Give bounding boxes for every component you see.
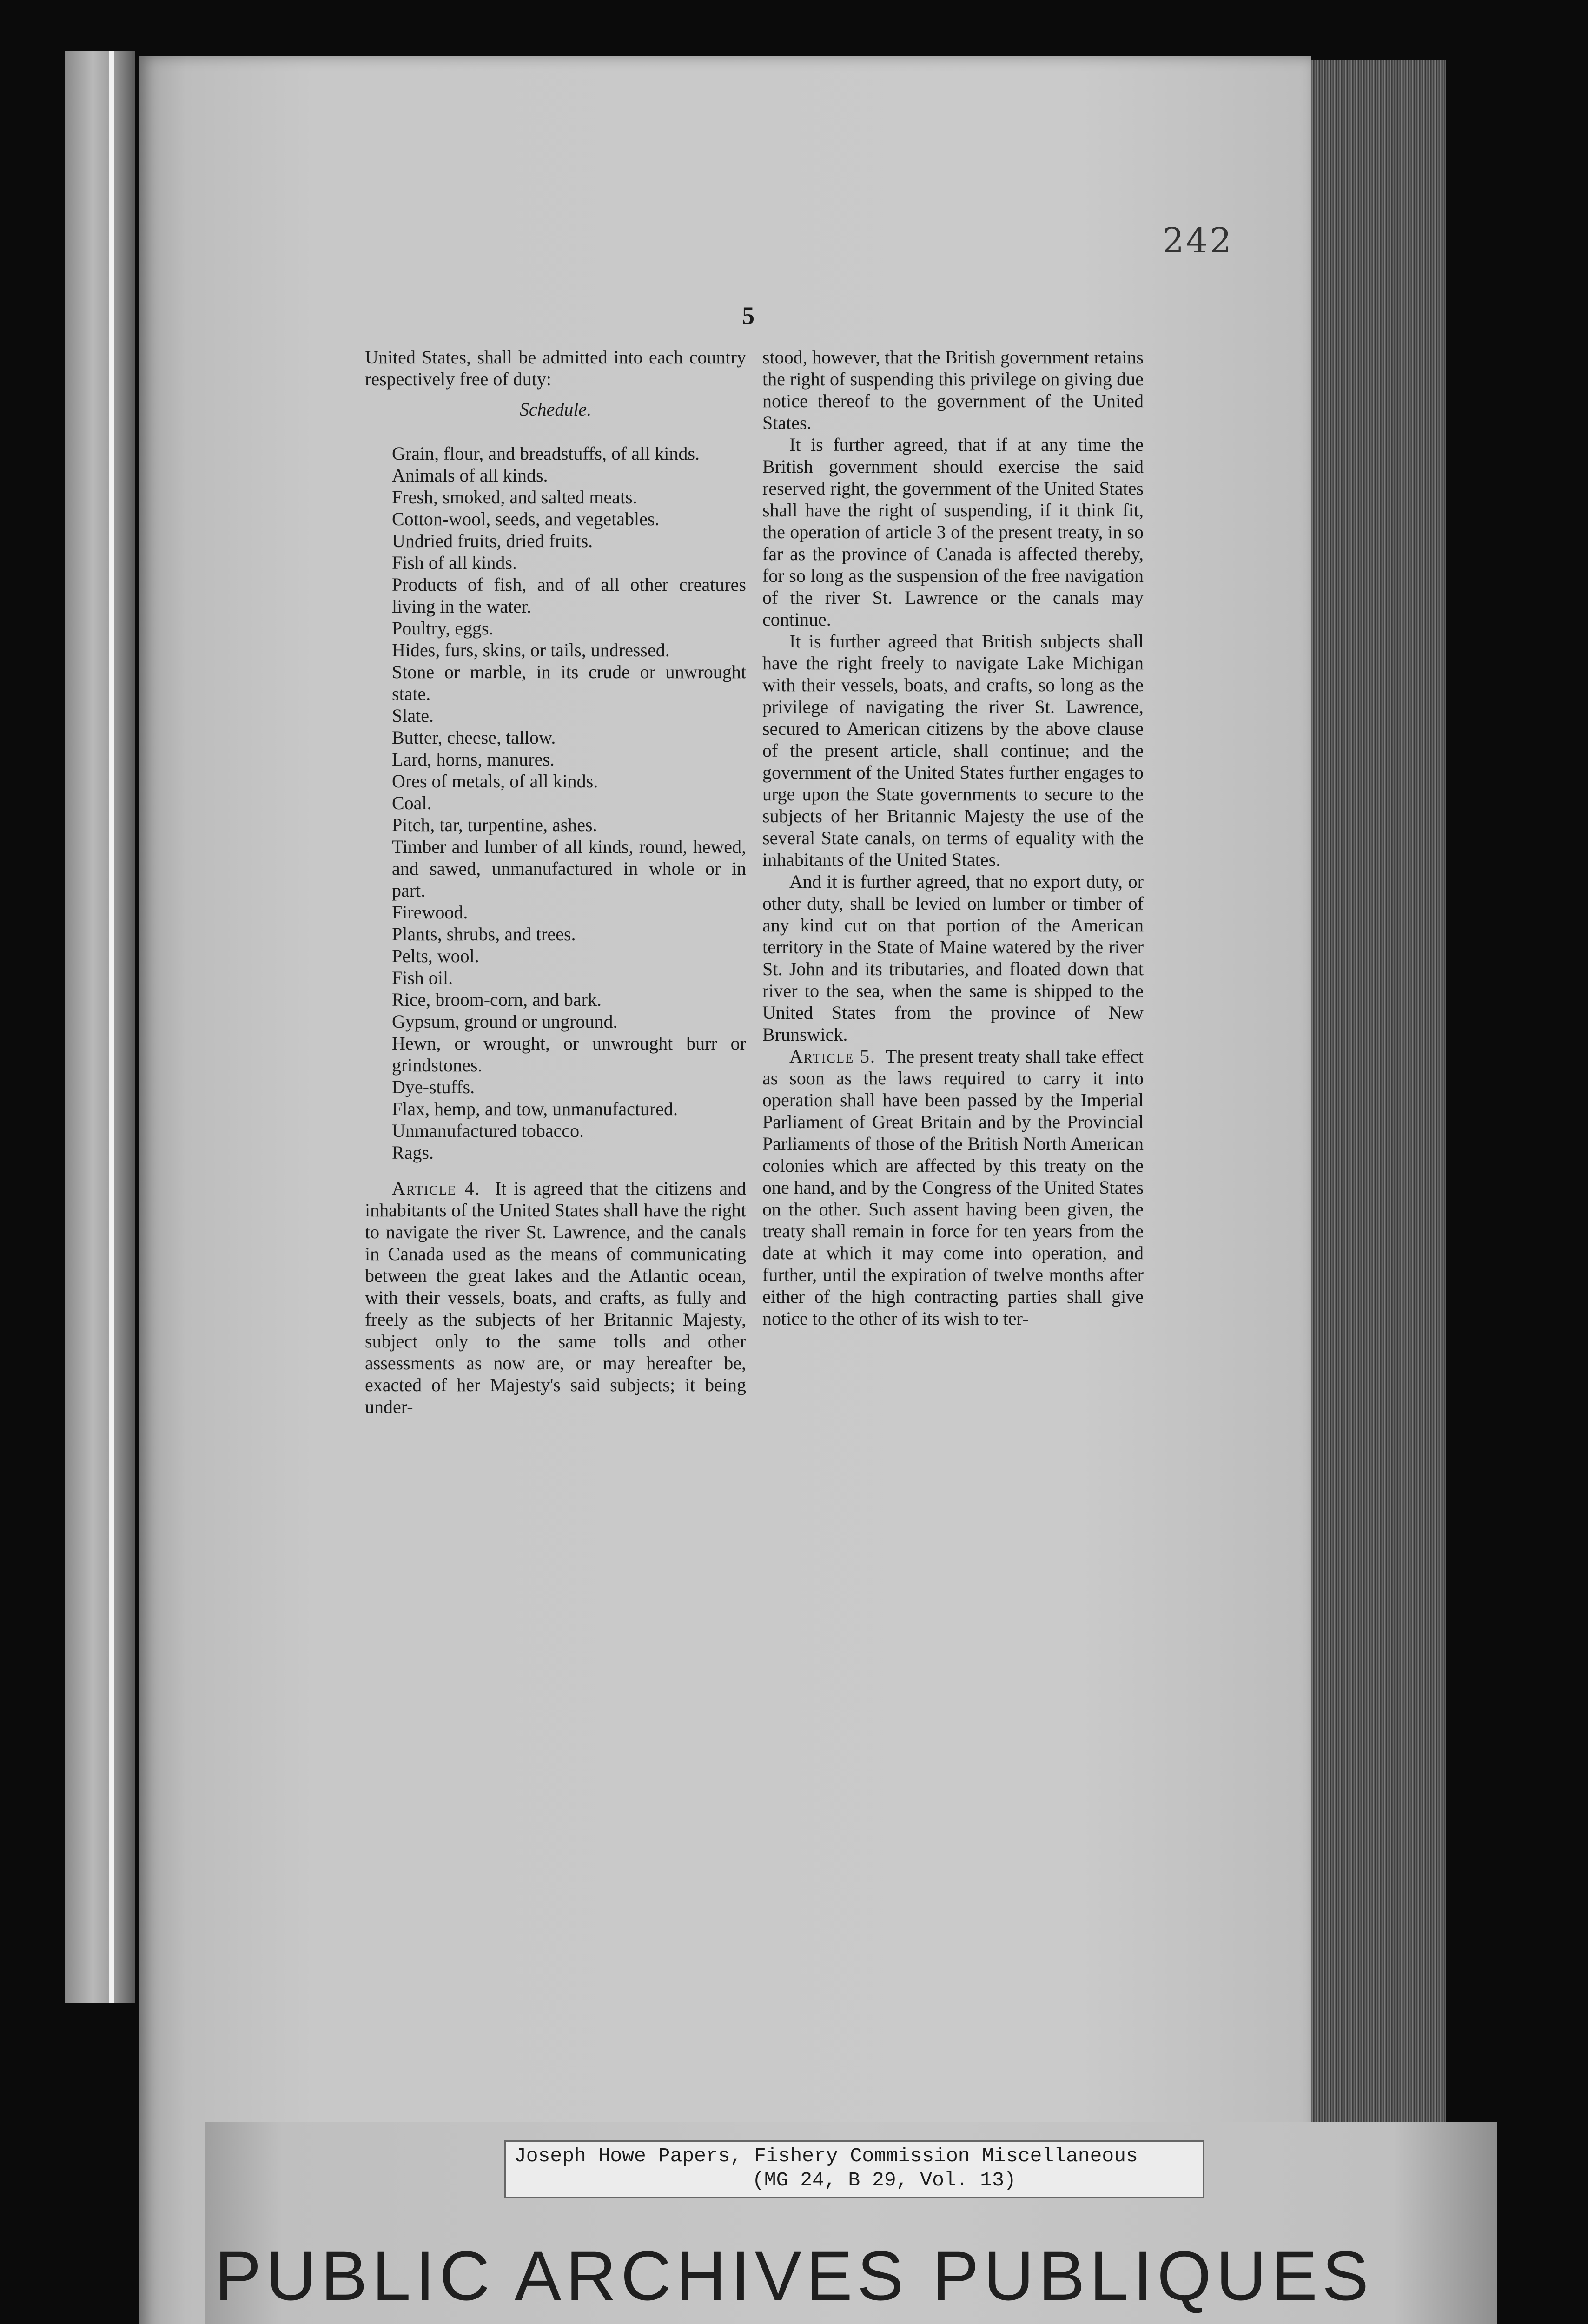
schedule-item: Slate.	[392, 705, 434, 726]
schedule-item: Dye-stuffs.	[392, 1076, 475, 1097]
schedule-list	[365, 442, 746, 1163]
right-column	[762, 346, 1144, 1329]
archives-title: PUBLIC ARCHIVES PUBLIQUES	[214, 2237, 1374, 2315]
schedule-item: Animals of all kinds.	[392, 465, 548, 486]
schedule-item: Hides, furs, skins, or tails, undressed.	[392, 640, 670, 660]
schedule-item: Poultry, eggs.	[392, 618, 494, 639]
folio-number: 242	[1162, 221, 1234, 261]
archive-reference-line-1: Joseph Howe Papers, Fishery Commission Miscellaneous	[514, 2145, 1138, 2167]
schedule-item: Stone or marble, in its crude or unwrought state.	[392, 661, 746, 704]
schedule-item: Fish of all kinds.	[392, 552, 517, 573]
schedule-item: Fish oil.	[392, 967, 453, 988]
schedule-item: Lard, horns, manures.	[392, 749, 555, 770]
article-5-paragraph	[762, 1045, 1144, 1329]
schedule-item: Fresh, smoked, and salted meats.	[392, 487, 637, 508]
left-column	[365, 346, 746, 1418]
schedule-title: Schedule.	[519, 399, 592, 420]
paragraph-reserved-right: It is further agreed, that if at any time the British government should exercise the said reserved right, the government of the United States shall have the right of suspending, if it think fit, the operation of article 3 of the present treaty, in so far as the province of Canada is affected thereby, for so long as the suspension of the free navigation of the river St. Lawrence or the canals may continue.	[762, 434, 1144, 630]
page-number: 5	[742, 302, 754, 330]
schedule-item: Unmanufactured tobacco.	[392, 1120, 584, 1141]
schedule-item: Rice, broom-corn, and bark.	[392, 989, 602, 1010]
schedule-item: Timber and lumber of all kinds, round, hewed, and sawed, unmanufactured in whole or in part.	[392, 836, 746, 901]
article-5-text: The present treaty shall take effect as soon as the laws required to carry it into operation shall have been passed by the Imperial Parliament of Great Britain and by the Provincial Parliaments of those of the British North American colonies which are affected by this treaty on the one hand, and by the Congress of the United States on the other. Such assent having been given, the treaty shall remain in force for ten years from the date at which it may come into operation, and further, until the expiration of twelve months after either of the high contracting parties shall give notice to the other of its wish to ter-	[762, 1046, 1144, 1329]
schedule-item: Coal.	[392, 792, 432, 813]
book-binding-left	[65, 51, 135, 2003]
schedule-intro: United States, shall be admitted into each country respectively free of duty:	[365, 347, 746, 390]
schedule-item: Products of fish, and of all other creatures living in the water.	[392, 574, 746, 617]
archive-reference-strip	[504, 2140, 1204, 2198]
schedule-item: Cotton-wool, seeds, and vegetables.	[392, 508, 660, 529]
schedule-item: Rags.	[392, 1142, 434, 1163]
schedule-item: Flax, hemp, and tow, unmanufactured.	[392, 1098, 678, 1119]
schedule-item: Ores of metals, of all kinds.	[392, 771, 598, 792]
article-5-heading: Article 5.	[789, 1046, 876, 1067]
paragraph-lake-michigan: It is further agreed that British subjects shall have the right freely to navigate Lake Michigan with their vessels, boats, and crafts, so long as the privilege of navigating the river St. Lawrence, secured to American citizens by the above clause of the present article, shall continue; and the government of the United States further engages to urge upon the State governments to secure to the subjects of her Britannic Majesty the use of the several State canals, on terms of equality with the inhabitants of the United States.	[762, 631, 1144, 870]
schedule-item: Pelts, wool.	[392, 945, 479, 966]
schedule-item: Pitch, tar, turpentine, ashes.	[392, 814, 597, 835]
schedule-item: Butter, cheese, tallow.	[392, 727, 556, 748]
article-4-paragraph	[365, 1177, 746, 1418]
page-stack-edge	[1297, 60, 1446, 2324]
schedule-item: Gypsum, ground or unground.	[392, 1011, 618, 1032]
article-4-continuation: stood, however, that the British government retains the right of suspending this privilege on giving due notice thereof to the government of the United States.	[762, 347, 1144, 433]
schedule-item: Firewood.	[392, 902, 468, 923]
article-4-heading: Article 4.	[392, 1178, 481, 1199]
schedule-item: Hewn, or wrought, or unwrought burr or grindstones.	[392, 1033, 746, 1076]
schedule-item: Undried fruits, dried fruits.	[392, 530, 593, 551]
schedule-item: Grain, flour, and breadstuffs, of all kinds.	[392, 443, 700, 464]
schedule-item: Plants, shrubs, and trees.	[392, 924, 576, 944]
article-4-text: It is agreed that the citizens and inhabitants of the United States shall have the right to navigate the river St. Lawrence, and the canals in Canada used as the means of communicating between the great lakes and the Atlantic ocean, with their vessels, boats, and crafts, as fully and freely as the subjects of her Britannic Majesty, subject only to the same tolls and other assessments as now are, or may hereafter be, exacted of her Majesty's said subjects; it being under-	[365, 1178, 747, 1417]
archive-reference-line-2: (MG 24, B 29, Vol. 13)	[752, 2169, 1016, 2192]
paragraph-export-duty: And it is further agreed, that no export duty, or other duty, shall be levied on lumber or timber of any kind cut on that portion of the American territory in the State of Maine watered by the river St. John and its tributaries, and floated down that river to the sea, when the same is shipped to the United States from the province of New Brunswick.	[762, 871, 1144, 1045]
